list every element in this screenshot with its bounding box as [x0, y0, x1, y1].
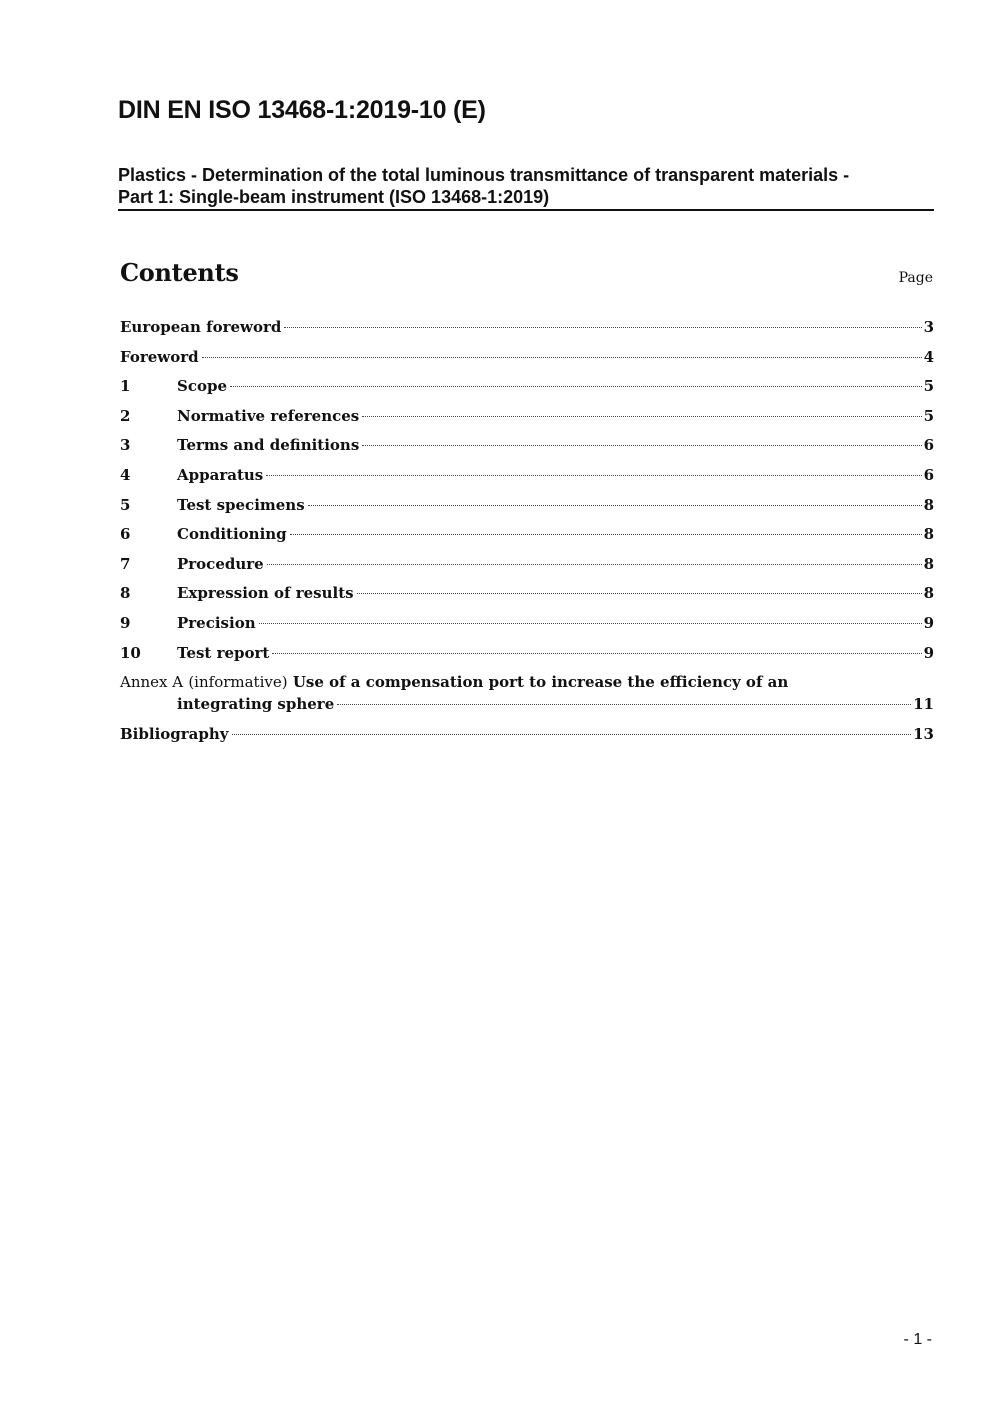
subtitle-line-2: Part 1: Single-beam instrument (ISO 13468-1:2019) — [118, 187, 550, 207]
annex-title-continuation — [120, 693, 934, 715]
annex-heading-line — [120, 671, 934, 693]
toc-entry-title: Test specimens — [177, 495, 305, 514]
document-title: DIN EN ISO 13468-1:2019-10 (E) — [118, 96, 486, 124]
toc-entry-page: 6 — [923, 436, 934, 455]
toc-entry-title: Precision — [177, 613, 256, 632]
toc-entry-title: Foreword — [120, 347, 199, 366]
toc-entry-number: 6 — [120, 525, 131, 544]
toc-entry-number: 9 — [120, 613, 131, 632]
toc-entry-number: 10 — [120, 643, 141, 662]
toc-entry-page: 5 — [923, 406, 934, 425]
contents-heading: Contents — [120, 258, 239, 287]
toc-entry-page: 8 — [923, 495, 934, 514]
toc-entry-title: Terms and definitions — [177, 436, 360, 455]
toc-leader-dots — [308, 505, 922, 506]
toc-entry-page: 6 — [923, 465, 934, 484]
toc-entry-scope[interactable] — [120, 375, 934, 405]
toc-entry-title: Conditioning — [177, 525, 287, 544]
toc-entry-apparatus[interactable] — [120, 464, 934, 494]
toc-entry-title: Scope — [177, 377, 228, 396]
toc-entry-page: 13 — [913, 725, 934, 744]
toc-entry-page: 8 — [923, 554, 934, 573]
toc-entry-page: 5 — [923, 377, 934, 396]
subtitle-line-1: Plastics - Determination of the total luminous transmittance of transparent materials - — [118, 165, 850, 185]
toc-entry-terms-and-definitions[interactable] — [120, 434, 934, 464]
toc-leader-dots — [266, 475, 921, 476]
toc-entry-number: 8 — [120, 584, 131, 603]
toc-entry-bibliography[interactable] — [120, 723, 934, 753]
toc-entry-normative-references[interactable] — [120, 405, 934, 435]
annex-title-line-2: integrating sphere — [177, 695, 335, 714]
toc-entry-page: 3 — [923, 318, 934, 336]
toc-entry-conditioning[interactable] — [120, 523, 934, 553]
table-of-contents — [120, 316, 934, 753]
toc-entry-number: 7 — [120, 554, 131, 573]
toc-entry-number: 2 — [120, 406, 131, 425]
toc-entry-title: Bibliography — [120, 725, 229, 744]
toc-leader-dots — [284, 327, 921, 328]
toc-entry-title: Procedure — [177, 554, 264, 573]
toc-leader-dots — [230, 386, 922, 387]
toc-leader-dots — [357, 593, 922, 594]
toc-entry-title: Expression of results — [177, 584, 354, 603]
toc-entry-precision[interactable] — [120, 612, 934, 642]
toc-entry-european-foreword[interactable] — [120, 316, 934, 346]
toc-entry-number: 3 — [120, 436, 131, 455]
toc-leader-dots — [290, 534, 922, 535]
toc-leader-dots — [362, 445, 921, 446]
document-subtitle — [118, 164, 934, 211]
toc-entry-page: 4 — [923, 347, 934, 366]
toc-entry-page: 11 — [913, 695, 934, 714]
toc-leader-dots — [362, 416, 921, 417]
toc-entry-title: Apparatus — [177, 465, 264, 484]
toc-leader-dots — [267, 564, 922, 565]
toc-entry-number: 1 — [120, 377, 131, 396]
page-number-footer: - 1 - — [903, 1331, 932, 1348]
toc-entry-test-specimens[interactable] — [120, 494, 934, 524]
toc-entry-page: 8 — [923, 584, 934, 603]
toc-entry-expression-of-results[interactable] — [120, 582, 934, 612]
toc-entry-number: 4 — [120, 465, 131, 484]
toc-leader-dots — [272, 653, 921, 654]
annex-qualifier: (informative) — [188, 673, 288, 692]
toc-entry-page: 9 — [923, 643, 934, 662]
toc-leader-dots — [259, 623, 922, 624]
toc-entry-annex-a[interactable] — [120, 671, 934, 723]
toc-entry-title: Normative references — [177, 406, 360, 425]
toc-leader-dots — [232, 734, 912, 735]
toc-entry-procedure[interactable] — [120, 553, 934, 583]
toc-entry-number: 5 — [120, 495, 131, 514]
annex-title-line-1: Use of a compensation port to increase the efficiency of an — [292, 673, 789, 692]
toc-leader-dots — [202, 357, 922, 358]
toc-leader-dots — [337, 704, 911, 705]
toc-entry-page: 8 — [923, 525, 934, 544]
annex-label: Annex A — [120, 673, 184, 692]
page-column-label: Page — [898, 270, 933, 286]
toc-entry-foreword[interactable] — [120, 346, 934, 376]
toc-entry-title: Test report — [177, 643, 270, 662]
toc-entry-test-report[interactable] — [120, 642, 934, 672]
toc-entry-page: 9 — [923, 613, 934, 632]
toc-entry-title: European foreword — [120, 318, 282, 336]
